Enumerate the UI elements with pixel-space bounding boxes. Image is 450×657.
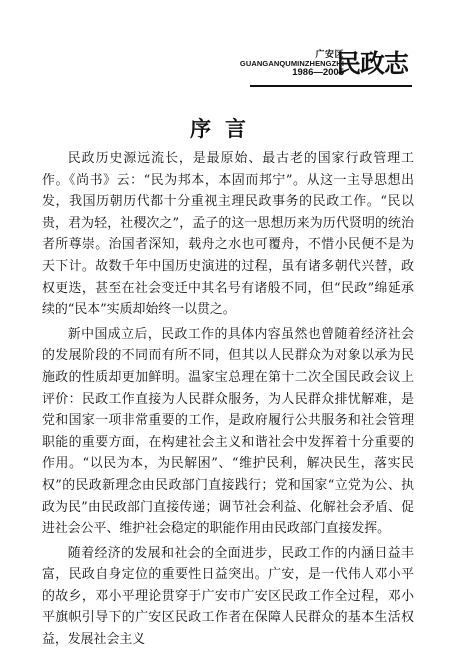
header-text-block	[240, 50, 344, 79]
running-header	[188, 40, 408, 84]
paragraph-2: 新中国成立后，民政工作的具体内容虽然也曾随着经济社会的发展阶段的不同而有所不同，但其以人民群众为对象以承为民施政的性质却更加鲜明。温家宝总理在第十二次全国民政会议上评价：民政工作直接为人民群众服务，为人民群众排忧解难，是党和国家一项非常重要的工作，是政府履行公共服务和社会管理职能的重要方面，在构建社会主义和谐社会中发挥着十分重要的作用。“以民为本，为民解困”、“维护民利，解决民生，落实民权”的民政新理念由民政部门直接践行；党和国家“立党为公、执政为民”由民政部门直接传递；调节社会利益、化解社会矛盾、促进社会公平、维护社会稳定的职能作用由民政部门直接发挥。	[42, 326, 414, 537]
header-district: 广安区	[315, 49, 344, 59]
paragraph-3: 随着经济的发展和社会的全面进步，民政工作的内涵日益丰富，民政自身定位的重要性日益突出。广安，是一代伟人邓小平的故乡，邓小平理论贯穿于广安市广安区民政工作全过程，邓小平旗帜引导下的广安区民政工作者在保障人民群众的基本生活权益，发展社会主义	[42, 545, 414, 648]
header-years: 1986—2005	[292, 67, 344, 79]
page-title: 序言	[190, 117, 260, 141]
paragraph-1: 民政历史源远流长，是最原始、最古老的国家行政管理工作。《尚书》云：“民为邦本，本固而邦宁”。从这一主导思想出发，我国历朝历代都十分重视主理民政事务的民政工作。“民以贵，君为轻，社稷次之”，孟子的这一思想历来为历代贤明的统治者所尊崇。治国者深知，载舟之水也可覆舟，不惜小民便不是为天下计。故数千年中国历史演进的过程，虽有诸多朝代兴替，政权更迭，甚至在社会变迁中其名号有诸般不同，但“民政”绵延承续的“民本”实质却始终一以贯之。	[42, 151, 414, 318]
body-text	[42, 148, 414, 651]
header-book-title: 民政志	[335, 49, 408, 78]
header-rule	[250, 85, 412, 87]
header-pinyin: GUANGANQUMINZHENGZHI	[239, 58, 344, 68]
